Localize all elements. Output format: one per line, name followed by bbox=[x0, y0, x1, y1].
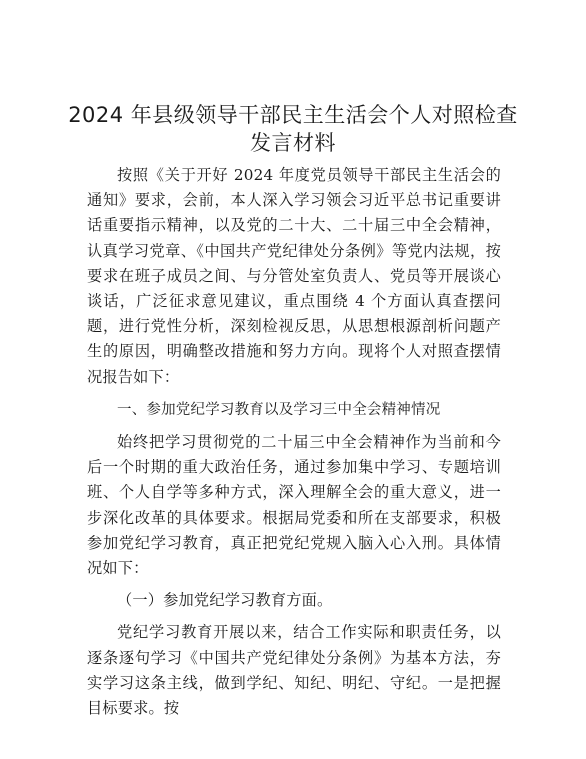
document-title-line-1: 2024 年县级领导干部民主生活会个人对照检查 bbox=[68, 103, 518, 127]
section-1-paragraph: 始终把学习贯彻党的二十届三中全会精神作为当前和今后一个时期的重大政治任务，通过参加集中学习、专题培训班、个人自学等多种方式，深入理解全会的重大意义，进一步深化改革的具体要求。根据局党委和所在支部要求，积极参加党纪学习教育，真正把党纪党规入脑入心入刑。具体情况如下： bbox=[87, 433, 501, 578]
document-body bbox=[87, 163, 501, 721]
section-1-heading: 一、参加党纪学习教育以及学习三中全会精神情况 bbox=[117, 401, 441, 418]
document-title-line-2: 发言材料 bbox=[250, 131, 336, 155]
subsection-1-heading: （一）参加党纪学习教育方面。 bbox=[117, 591, 333, 610]
intro-paragraph: 按照《关于开好 2024 年度党员领导干部民主生活会的通知》要求，会前，本人深入学习领会习近平总书记重要讲话重要指示精神，以及党的二十大、二十届三中全会精神，认真学习党章、《中国共产党纪律处分条例》等党内法规，按要求在班子成员之间、与分管处室负责人、党员等开展谈心谈话，广泛征求意见建议，重点围绕 4 个方面认真查摆问题，进行党性分析，深刻检视反思，从思想根源剖析问题产生的原因，明确整改措施和努力方向。现将个人对照查摆情况报告如下： bbox=[87, 166, 501, 386]
subsection-1-paragraph: 党纪学习教育开展以来，结合工作实际和职责任务，以逐条逐句学习《中国共产党纪律处分条例》为基本方法，夯实学习这条主线，做到学纪、知纪、明纪、守纪。一是把握目标要求。按 bbox=[87, 623, 501, 718]
